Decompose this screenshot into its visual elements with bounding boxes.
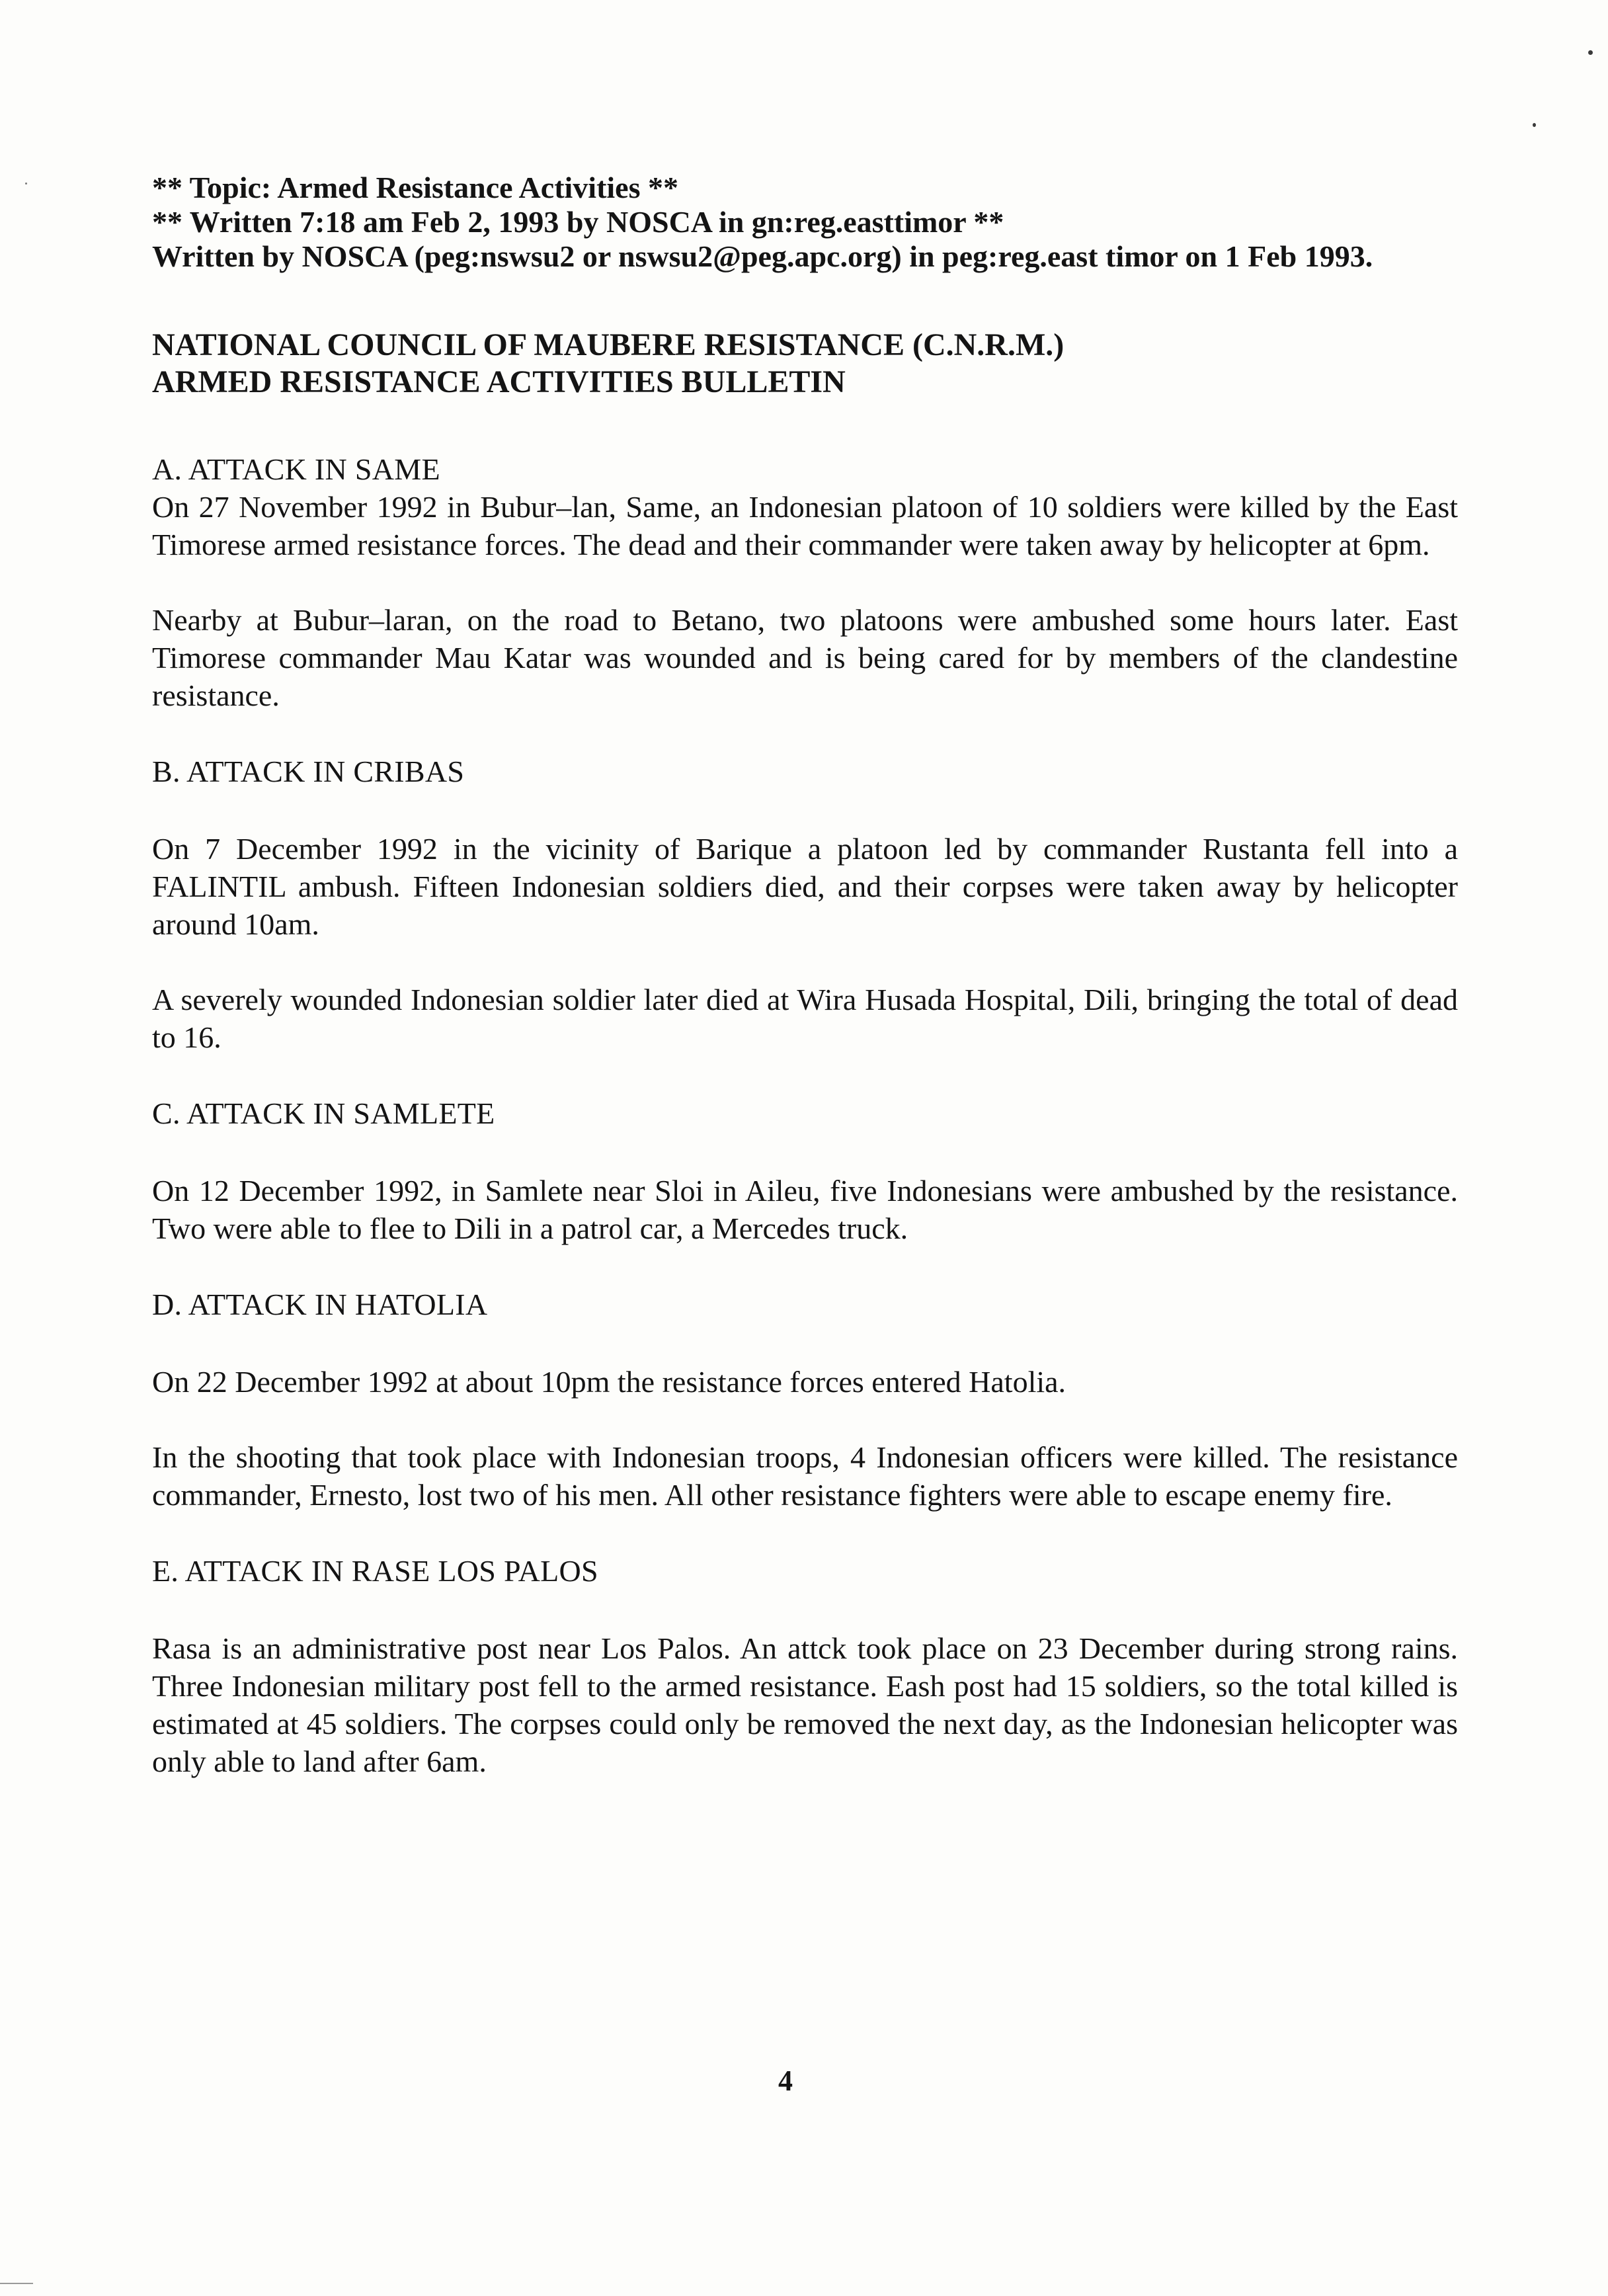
- section-heading: B. ATTACK IN CRIBAS: [152, 755, 465, 788]
- written-line: ** Written 7:18 am Feb 2, 1993 by NOSCA in gn:reg.easttimor **: [152, 205, 1004, 239]
- bulletin-title-line-2: ARMED RESISTANCE ACTIVITIES BULLETIN: [152, 364, 846, 399]
- section-attack-same: [152, 450, 1458, 714]
- bulletin-title-line-1: NATIONAL COUNCIL OF MAUBERE RESISTANCE (C.N.R.M.): [152, 327, 1065, 362]
- section-attack-cribas: [152, 753, 1458, 1056]
- scan-speck: [1533, 123, 1536, 127]
- section-paragraph: On 12 December 1992, in Samlete near Sloi in Aileu, five Indonesians were ambushed by the resistance. Two were able to flee to Dili in a patrol car, a Mercedes truck.: [152, 1174, 1458, 1245]
- scan-speck: [25, 183, 27, 184]
- section-paragraph: A severely wounded Indonesian soldier later died at Wira Husada Hospital, Dili, bringing the total of dead to 16.: [152, 983, 1458, 1054]
- scan-edge-line: [0, 2283, 33, 2284]
- bulletin-title: [152, 327, 1458, 401]
- section-heading: E. ATTACK IN RASE LOS PALOS: [152, 1554, 598, 1588]
- section-paragraph: On 22 December 1992 at about 10pm the resistance forces entered Hatolia.: [152, 1365, 1066, 1399]
- section-paragraph: Rasa is an administrative post near Los Palos. An attck took place on 23 December during strong rains. Three Indonesian military post fell to the armed resistance. Eash post had 15 soldiers, so the total killed is estimated at 45 soldiers. The corpses could only be removed the next day, as the Indonesian helicopter was only able to land after 6am.: [152, 1631, 1458, 1778]
- section-heading: C. ATTACK IN SAMLETE: [152, 1096, 495, 1130]
- section-paragraph: Nearby at Bubur–laran, on the road to Betano, two platoons were ambushed some hours later. East Timorese commander Mau Katar was wounded and is being cared for by members of the clandestine resistance.: [152, 603, 1458, 712]
- scan-speck: [1588, 50, 1593, 55]
- author-line: Written by NOSCA (peg:nswsu2 or nswsu2@peg.apc.org) in peg:reg.east timor on 1 Feb 1993.: [152, 239, 1373, 273]
- section-paragraph: In the shooting that took place with Indonesian troops, 4 Indonesian officers were killed. The resistance commander, Ernesto, lost two of his men. All other resistance fighters were able to escape enemy fire.: [152, 1440, 1458, 1512]
- section-paragraph: On 27 November 1992 in Bubur–lan, Same, an Indonesian platoon of 10 soldiers were killed by the East Timorese armed resistance forces. The dead and their commander were taken away by helicopter at 6pm.: [152, 490, 1458, 561]
- section-attack-hatolia: [152, 1286, 1458, 1514]
- message-header: [152, 171, 1458, 274]
- page-number: 4: [778, 2065, 793, 2097]
- section-heading: D. ATTACK IN HATOLIA: [152, 1288, 488, 1321]
- section-attack-samlete: [152, 1094, 1458, 1247]
- topic-line: ** Topic: Armed Resistance Activities **: [152, 171, 678, 204]
- section-paragraph: On 7 December 1992 in the vicinity of Barique a platoon led by commander Rustanta fell into a FALINTIL ambush. Fifteen Indonesian soldiers died, and their corpses were taken away by helicopter around 10am.: [152, 832, 1458, 941]
- section-attack-rase-los-palos: [152, 1552, 1458, 1780]
- document-body: [152, 171, 1458, 1780]
- section-heading: A. ATTACK IN SAME: [152, 452, 440, 486]
